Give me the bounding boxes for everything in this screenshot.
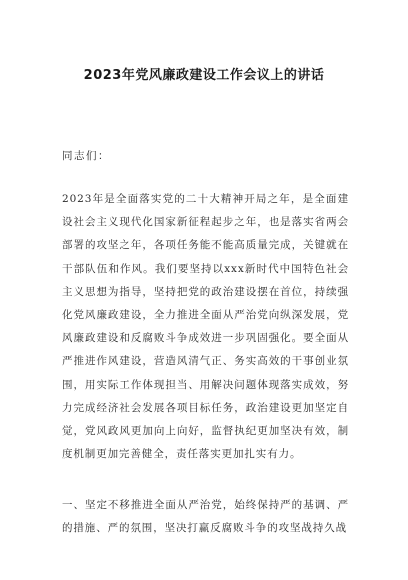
salutation: 同志们：: [62, 150, 110, 162]
body-paragraph-1: 2023年是全面落实党的二十大精神开局之年，是全面建设社会主义现代化国家新征程起步之年，也是落实省两会部署的攻坚之年，各项任务能不能高质量完成，关键就在干部队伍和作风。我们要坚持以xxx新时代中国特色社会主义思想为指导，坚持把党的政治建设摆在首位，持续强化党风廉政建设，全力推进全面从严治党向纵深发展，党风廉政建设和反腐败斗争成效进一步巩固强化。要全面从严推进作风建设，营造风清气正、务实高效的干事创业氛围，用实际工作体现担当、用解决问题体现落实成效，努力完成经济社会发展各项目标任务，政治建设更加坚定自觉，党风政风更加向上向好，监督执纪更加坚决有效，制度机制更加完善健全，责任落实更加扎实有力。: [62, 193, 349, 461]
document-title: 2023年党风廉政建设工作会议上的讲话: [83, 68, 325, 83]
body-paragraph-2: 一、坚定不移推进全面从严治党，始终保持严的基调、严的措施、严的氛围，坚决打赢反腐败斗争的攻坚战持久战: [62, 499, 349, 535]
